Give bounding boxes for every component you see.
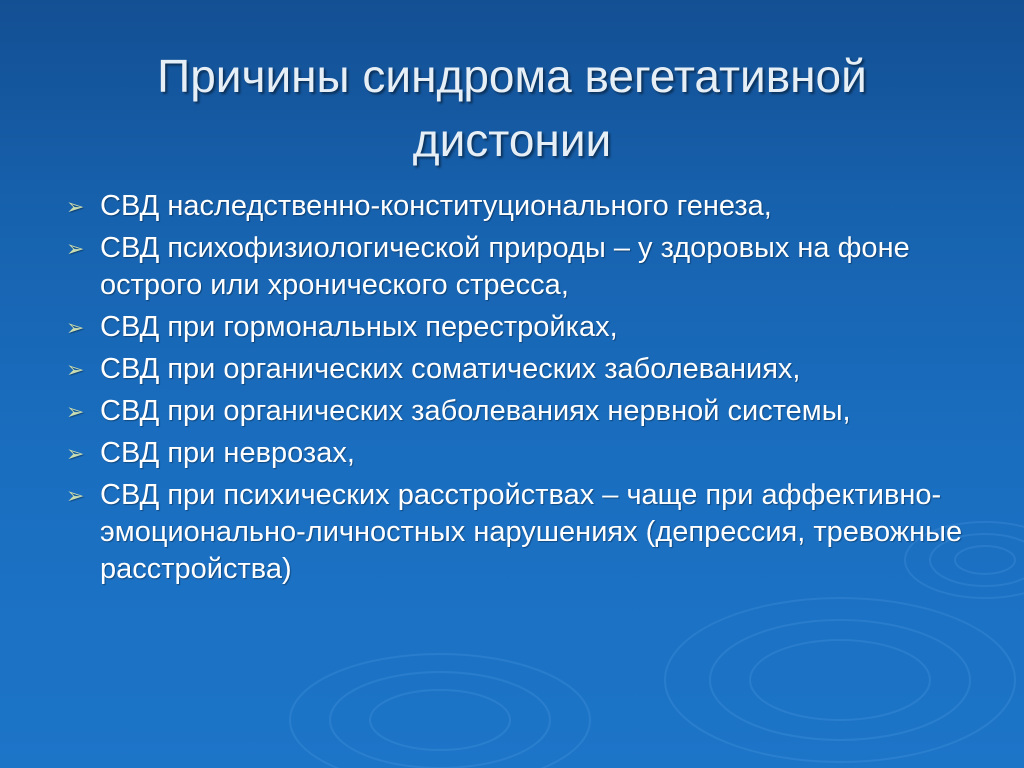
bullet-text: СВД при неврозах, xyxy=(100,437,355,469)
bullet-item xyxy=(62,477,972,588)
arrow-bullet-icon: ➢ xyxy=(66,399,85,424)
bullet-item xyxy=(62,393,972,430)
bullet-text: СВД при органических заболеваниях нервной системы, xyxy=(100,395,851,427)
bullet-text: СВД при психических расстройствах – чаще при аффективно-эмоционально-личностных нарушениях (депрессия, тревожные расстройства) xyxy=(100,479,963,585)
bullet-text: СВД при органических соматических заболеваниях, xyxy=(100,353,801,385)
bullet-item xyxy=(62,230,972,304)
bullet-text: СВД психофизиологической природы – у здоровых на фоне острого или хронического стресса, xyxy=(100,232,910,301)
arrow-bullet-icon: ➢ xyxy=(66,315,85,340)
bullet-text: СВД при гормональных перестройках, xyxy=(100,311,618,343)
arrow-bullet-icon: ➢ xyxy=(66,441,85,466)
arrow-bullet-icon: ➢ xyxy=(66,194,85,219)
arrow-bullet-icon: ➢ xyxy=(66,483,85,508)
bullet-list xyxy=(62,188,972,593)
bullet-item xyxy=(62,309,972,346)
slide-title-line-1: Причины синдрома вегетативной xyxy=(157,50,867,102)
bullet-item xyxy=(62,188,972,225)
bullet-item xyxy=(62,351,972,388)
bullet-text: СВД наследственно-конституционального генеза, xyxy=(100,190,772,222)
arrow-bullet-icon: ➢ xyxy=(66,236,85,261)
arrow-bullet-icon: ➢ xyxy=(66,357,85,382)
slide-title-line-2: дистонии xyxy=(412,114,612,166)
slide-title xyxy=(0,44,1024,172)
bullet-item xyxy=(62,435,972,472)
